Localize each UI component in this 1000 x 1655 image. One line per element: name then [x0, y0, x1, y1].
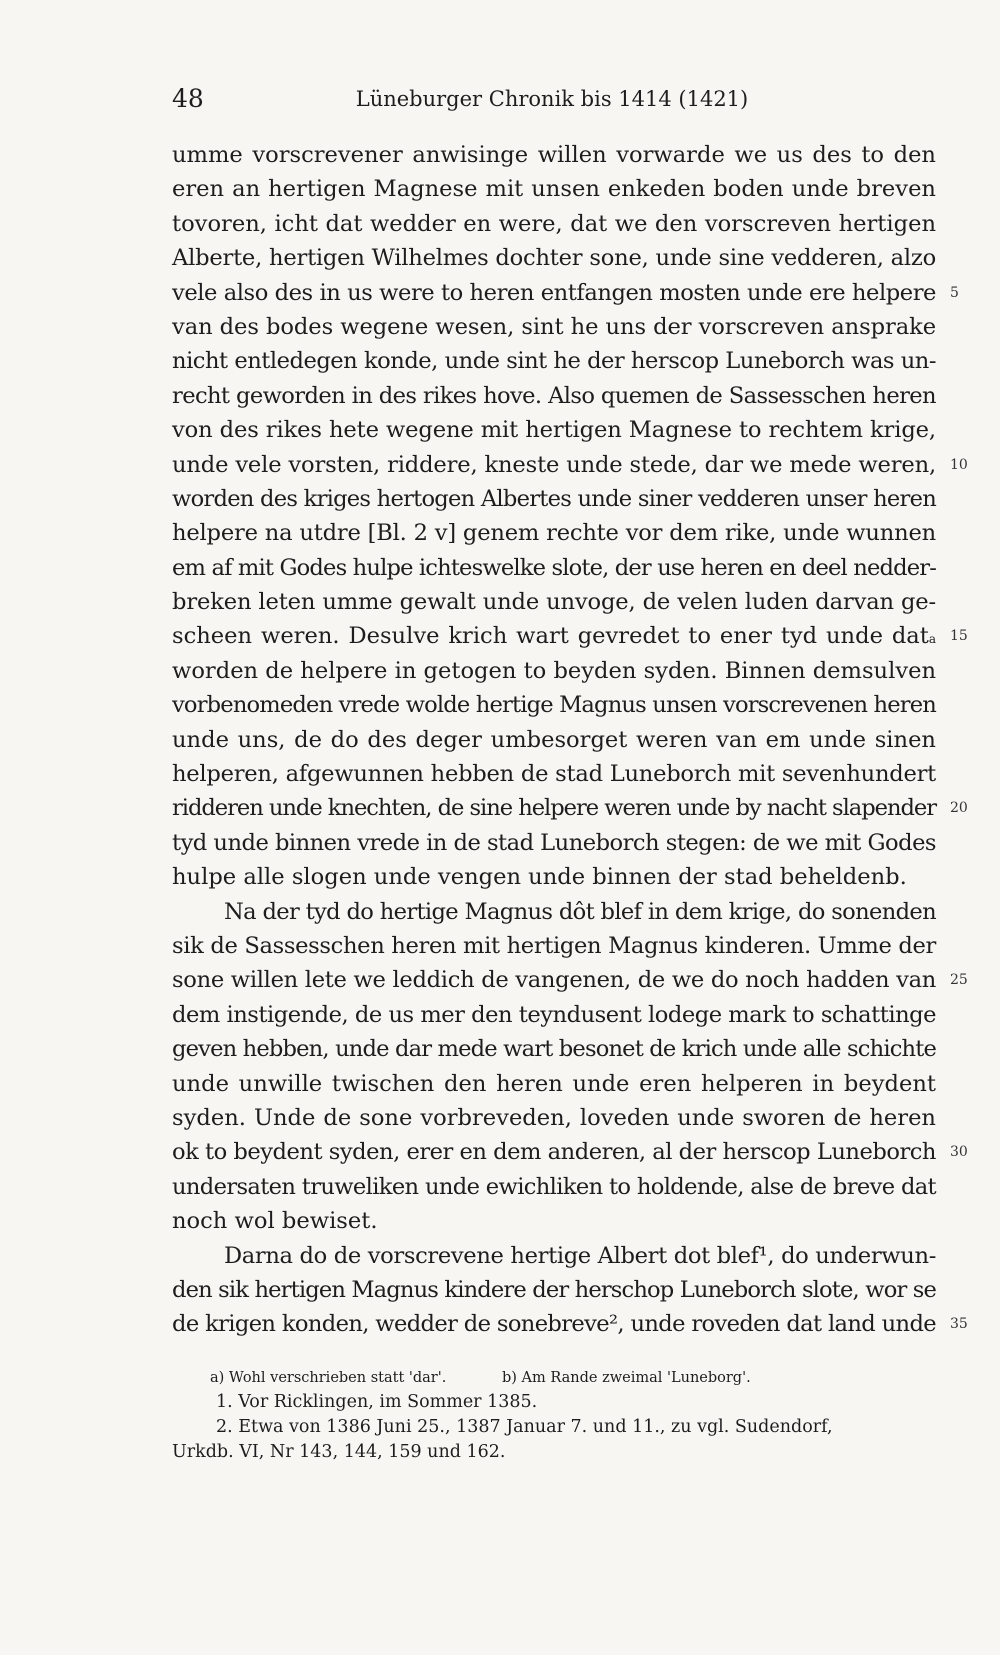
- text-line-content: van des bodes wegene wesen, sint he uns der vorscreven ansprake: [172, 313, 936, 340]
- text-line-content: worden des kriges hertogen Albertes unde siner vedderen unser heren: [172, 485, 936, 512]
- apparatus-notes: [210, 1366, 930, 1390]
- apparatus-note-a: a) Wohl verschrieben statt 'dar'.: [210, 1370, 447, 1386]
- text-line-content: helperen, afgewunnen hebben de stad Luneborch mit sevenhundert: [172, 761, 936, 788]
- text-line: [172, 482, 936, 516]
- text-line-content: helpere na utdre [Bl. 2 v] genem rechte vor dem rike, unde wunnen: [172, 520, 936, 547]
- main-text: [172, 138, 968, 1342]
- text-line-content: syden. Unde de sone vorbreveden, loveden unde sworen de heren: [172, 1104, 936, 1131]
- footnotes: [172, 1390, 936, 1465]
- line-number: 35: [950, 1316, 968, 1333]
- text-line-content: Na der tyd do hertige Magnus dôt blef in dem krige, do sonenden: [224, 898, 936, 925]
- text-line: [172, 929, 936, 963]
- text-line: [172, 1067, 936, 1101]
- page-number: 48: [172, 84, 204, 113]
- text-line: [172, 1170, 936, 1204]
- text-line-content: geven hebben, unde dar mede wart besonet de krich unde alle schichte: [172, 1036, 936, 1063]
- text-line: [172, 1307, 968, 1341]
- text-line-content: ok to beydent syden, erer en dem anderen, al der herscop Luneborch: [172, 1139, 936, 1166]
- text-line: [172, 344, 936, 378]
- text-line-content: sik de Sassesschen heren mit hertigen Magnus kinderen. Umme der: [172, 932, 936, 959]
- text-line-content: eren an hertigen Magnese mit unsen enkeden boden unde breven: [172, 176, 936, 203]
- text-line: [172, 241, 936, 275]
- text-line: [172, 654, 936, 688]
- text-line-content: Darna do de vorscrevene hertige Albert dot blef¹, do underwun-: [224, 1242, 936, 1269]
- text-line: [172, 860, 936, 894]
- text-line: [172, 138, 936, 172]
- line-number: 20: [950, 800, 968, 817]
- text-line: [172, 1273, 936, 1307]
- text-line-content: sone willen lete we leddich de vangenen, de we do noch hadden van: [172, 967, 936, 994]
- text-line: [172, 1032, 936, 1066]
- line-number: 10: [950, 456, 968, 473]
- text-line: [172, 1135, 968, 1169]
- text-line-content: undersaten truweliken unde ewichliken to holdende, alse de breve dat: [172, 1173, 936, 1200]
- text-line-content: tyd unde binnen vrede in de stad Luneborch stegen: de we mit Godes: [172, 829, 936, 856]
- apparatus-note-b: b) Am Rande zweimal 'Luneborg'.: [502, 1370, 751, 1386]
- text-line-content: unde unwille twischen den heren unde eren helperen in beydent: [172, 1070, 936, 1097]
- running-head: [172, 84, 932, 114]
- text-line: [172, 1101, 936, 1135]
- running-title: Lüneburger Chronik bis 1414 (1421): [355, 87, 749, 111]
- footnote-2-continued: Urkdb. VI, Nr 143, 144, 159 und 162.: [172, 1442, 506, 1462]
- text-line: [172, 172, 936, 206]
- text-line: [172, 585, 936, 619]
- text-line-content: vorbenomeden vrede wolde hertige Magnus unsen vorscrevenen heren: [172, 692, 936, 719]
- text-line: [172, 963, 968, 997]
- line-number: 15: [950, 628, 968, 645]
- line-number: 25: [950, 972, 968, 989]
- text-line-content: Alberte, hertigen Wilhelmes dochter sone, unde sine vedderen, alzo: [172, 245, 936, 272]
- text-line-content: nicht entledegen konde, unde sint he der herscop Luneborch was un-: [172, 348, 936, 375]
- text-line-content: breken leten umme gewalt unde unvoge, de velen luden darvan ge-: [172, 589, 936, 616]
- text-line: [172, 723, 936, 757]
- text-line-content: vele also des in us were to heren entfangen mosten unde ere helpere: [172, 279, 936, 306]
- text-line: [172, 310, 936, 344]
- text-line: [172, 1239, 936, 1273]
- footnote-2: 2. Etwa von 1386 Juni 25., 1387 Januar 7. und 11., zu vgl. Sudendorf,: [216, 1417, 833, 1437]
- text-line: [172, 998, 936, 1032]
- apparatus-marker: a: [928, 632, 936, 647]
- text-line-content: worden de helpere in getogen to beyden syden. Binnen demsulven: [172, 657, 936, 684]
- text-line: [172, 826, 936, 860]
- text-line: [172, 207, 936, 241]
- text-line-content: von des rikes hete wegene mit hertigen Magnese to rechtem krige,: [172, 417, 936, 444]
- text-line-content: den sik hertigen Magnus kindere der herschop Luneborch slote, wor se: [172, 1276, 936, 1303]
- text-line: [172, 379, 936, 413]
- text-line-content: scheen weren. Desulve krich wart gevredet to ener tyd unde dat: [172, 623, 929, 650]
- text-line: [172, 688, 936, 722]
- line-number: 30: [950, 1144, 968, 1161]
- text-line: [172, 1204, 936, 1238]
- text-line-content: unde uns, de do des deger umbesorget weren van em unde sinen: [172, 726, 936, 753]
- text-line-content: umme vorscrevener anwisinge willen vorwarde we us des to den: [172, 142, 936, 168]
- text-line-content: ridderen unde knechten, de sine helpere weren unde by nacht slapender: [172, 795, 936, 822]
- line-number: 5: [950, 284, 959, 301]
- text-line: [172, 516, 936, 550]
- text-line-content: hulpe alle slogen unde vengen unde binnen der stad beheldenb.: [172, 864, 907, 891]
- text-line: [172, 619, 968, 653]
- text-line-content: de krigen konden, wedder de sonebreve², unde roveden dat land unde: [172, 1311, 936, 1338]
- text-line: [172, 757, 936, 791]
- text-line: [172, 413, 936, 447]
- text-line: [172, 791, 968, 825]
- text-line-content: recht geworden in des rikes hove. Also quemen de Sassesschen heren: [172, 382, 936, 409]
- text-line: [172, 895, 936, 929]
- text-line-content: em af mit Godes hulpe ichteswelke slote, der use heren en deel nedder-: [172, 554, 936, 581]
- text-line-content: noch wol bewiset.: [172, 1208, 378, 1235]
- text-line-content: dem instigende, de us mer den teyndusent lodege mark to schattinge: [172, 1001, 936, 1028]
- text-line-content: tovoren, icht dat wedder en were, dat we den vorscreven hertigen: [172, 210, 936, 237]
- footnote-1: 1. Vor Ricklingen, im Sommer 1385.: [216, 1392, 538, 1412]
- text-line: [172, 448, 968, 482]
- text-line: [172, 551, 936, 585]
- text-line-content: unde vele vorsten, riddere, kneste unde stede, dar we mede weren,: [172, 451, 936, 478]
- text-line: [172, 276, 959, 310]
